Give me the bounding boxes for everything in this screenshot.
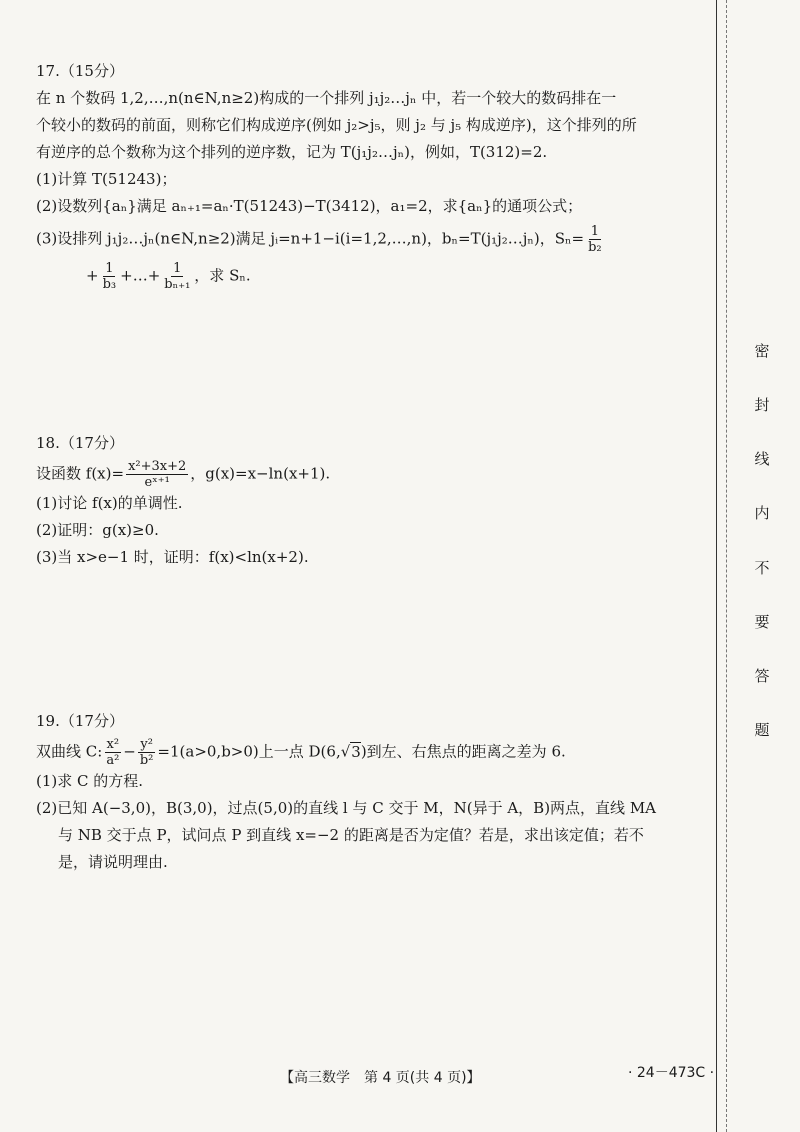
- fraction-denominator: b²: [139, 753, 154, 768]
- problem-19-intro: [36, 737, 706, 768]
- fraction-x2-over-a2: [104, 737, 121, 768]
- intro-text: 双曲线 C:: [36, 742, 103, 761]
- problem-17-part-3: [36, 224, 706, 255]
- problem-19: [36, 708, 706, 876]
- fraction-denominator: a²: [106, 753, 120, 768]
- seal-char: 要: [754, 612, 770, 631]
- fraction-y2-over-b2: [138, 737, 156, 768]
- seal-char: 封: [754, 396, 770, 415]
- problem-17-text-line: 个较小的数码的前面，则称它们构成逆序(例如 j₂>j₅，则 j₂ 与 j₅ 构成逆序)，这个排列的所: [36, 116, 637, 134]
- problem-17-text-line: 有逆序的总个数称为这个排列的逆序数，记为 T(j₁j₂…jₙ)，例如，T(312)=2.: [36, 143, 548, 161]
- problem-17-text-line: 在 n 个数码 1,2,…,n(n∈N,n≥2)构成的一个排列 j₁j₂…jₙ 中，若一个较大的数码排在一: [36, 89, 617, 107]
- binding-dashed-line: [726, 0, 727, 1132]
- fraction-numerator: x²+3x+2: [128, 459, 187, 474]
- fraction-1-over-b3: [101, 261, 119, 292]
- problem-19-part-1: (1)求 C 的方程.: [36, 772, 144, 790]
- seal-char: 答: [754, 666, 770, 685]
- seal-char: 内: [754, 504, 770, 523]
- problem-17-part-2: (2)设数列{aₙ}满足 aₙ₊₁=aₙ·T(51243)−T(3412)，a₁=2，求{aₙ}的通项公式；: [36, 197, 583, 215]
- seal-char: 题: [754, 720, 770, 739]
- problem-17-part-1: (1)计算 T(51243)；: [36, 170, 177, 188]
- intro-text: )到左、右焦点的距离之差为 6.: [360, 742, 566, 761]
- problem-18-part-3: (3)当 x>e−1 时，证明：f(x)<ln(x+2).: [36, 548, 309, 566]
- fraction-numerator: y²: [140, 737, 153, 752]
- fraction-numerator: x²: [106, 737, 120, 752]
- problem-19-part-2: (2)已知 A(−3,0)，B(3,0)，过点(5,0)的直线 l 与 C 交于 M，N(异于 A，B)两点，直线 MA: [36, 799, 657, 817]
- problem-19-part-2-cont: 是，请说明理由.: [58, 853, 168, 871]
- fraction-1-over-b2: [586, 224, 604, 255]
- part-3-text: (3)设排列 j₁j₂…jₙ(n∈N,n≥2)满足 jᵢ=n+1−i(i=1,2,…,n)，bₙ=T(j₁j₂…jₙ)，Sₙ=: [36, 229, 585, 248]
- problem-18: [36, 430, 706, 571]
- part-3-end: ，求 Sₙ.: [194, 266, 251, 285]
- exam-code: · 24－473C ·: [628, 1065, 715, 1081]
- problem-18-part-1: (1)讨论 f(x)的单调性.: [36, 494, 183, 512]
- plus-sign: +: [86, 266, 99, 285]
- fraction-numerator: 1: [105, 261, 114, 276]
- fraction-denominator: b₂: [588, 240, 602, 255]
- ellipsis-sum: +…+: [120, 266, 161, 285]
- problem-18-intro: [36, 459, 706, 490]
- problem-19-part-2-cont: 与 NB 交于点 P，试问点 P 到直线 x=−2 的距离是否为定值？若是，求出该定值；若不: [58, 826, 644, 844]
- seal-char: 线: [754, 450, 770, 469]
- intro-text: 设函数 f(x)=: [36, 464, 125, 483]
- problem-18-heading: 18.（17分）: [36, 434, 124, 452]
- problem-17: [36, 58, 706, 292]
- problem-17-heading: 17.（15分）: [36, 62, 124, 80]
- seal-notice: [742, 340, 782, 740]
- fraction-denominator: bₙ₊₁: [164, 277, 191, 292]
- seal-char: 密: [754, 342, 770, 360]
- fraction-numerator: 1: [173, 261, 182, 276]
- seal-char: 不: [754, 558, 770, 577]
- intro-text: =1(a>0,b>0)上一点 D(6,: [157, 742, 341, 761]
- fraction-denominator: eˣ⁺¹: [144, 475, 170, 490]
- fraction-denominator: b₃: [102, 277, 117, 292]
- sqrt-radicand: 3: [351, 742, 361, 761]
- fraction-numerator: 1: [590, 224, 600, 239]
- fraction-1-over-bn1: [162, 261, 192, 292]
- binding-line: [716, 0, 717, 1132]
- page-footer: 【高三数学 第 4 页(共 4 页)】: [280, 1070, 481, 1086]
- problem-18-part-2: (2)证明：g(x)≥0.: [36, 521, 159, 539]
- problem-17-part-3-cont: [36, 261, 706, 292]
- problem-19-heading: 19.（17分）: [36, 712, 124, 730]
- intro-text: ，g(x)=x−ln(x+1).: [190, 464, 331, 483]
- minus-sign: −: [123, 742, 136, 761]
- function-f-fraction: [126, 459, 188, 490]
- sqrt-symbol: √: [340, 742, 351, 761]
